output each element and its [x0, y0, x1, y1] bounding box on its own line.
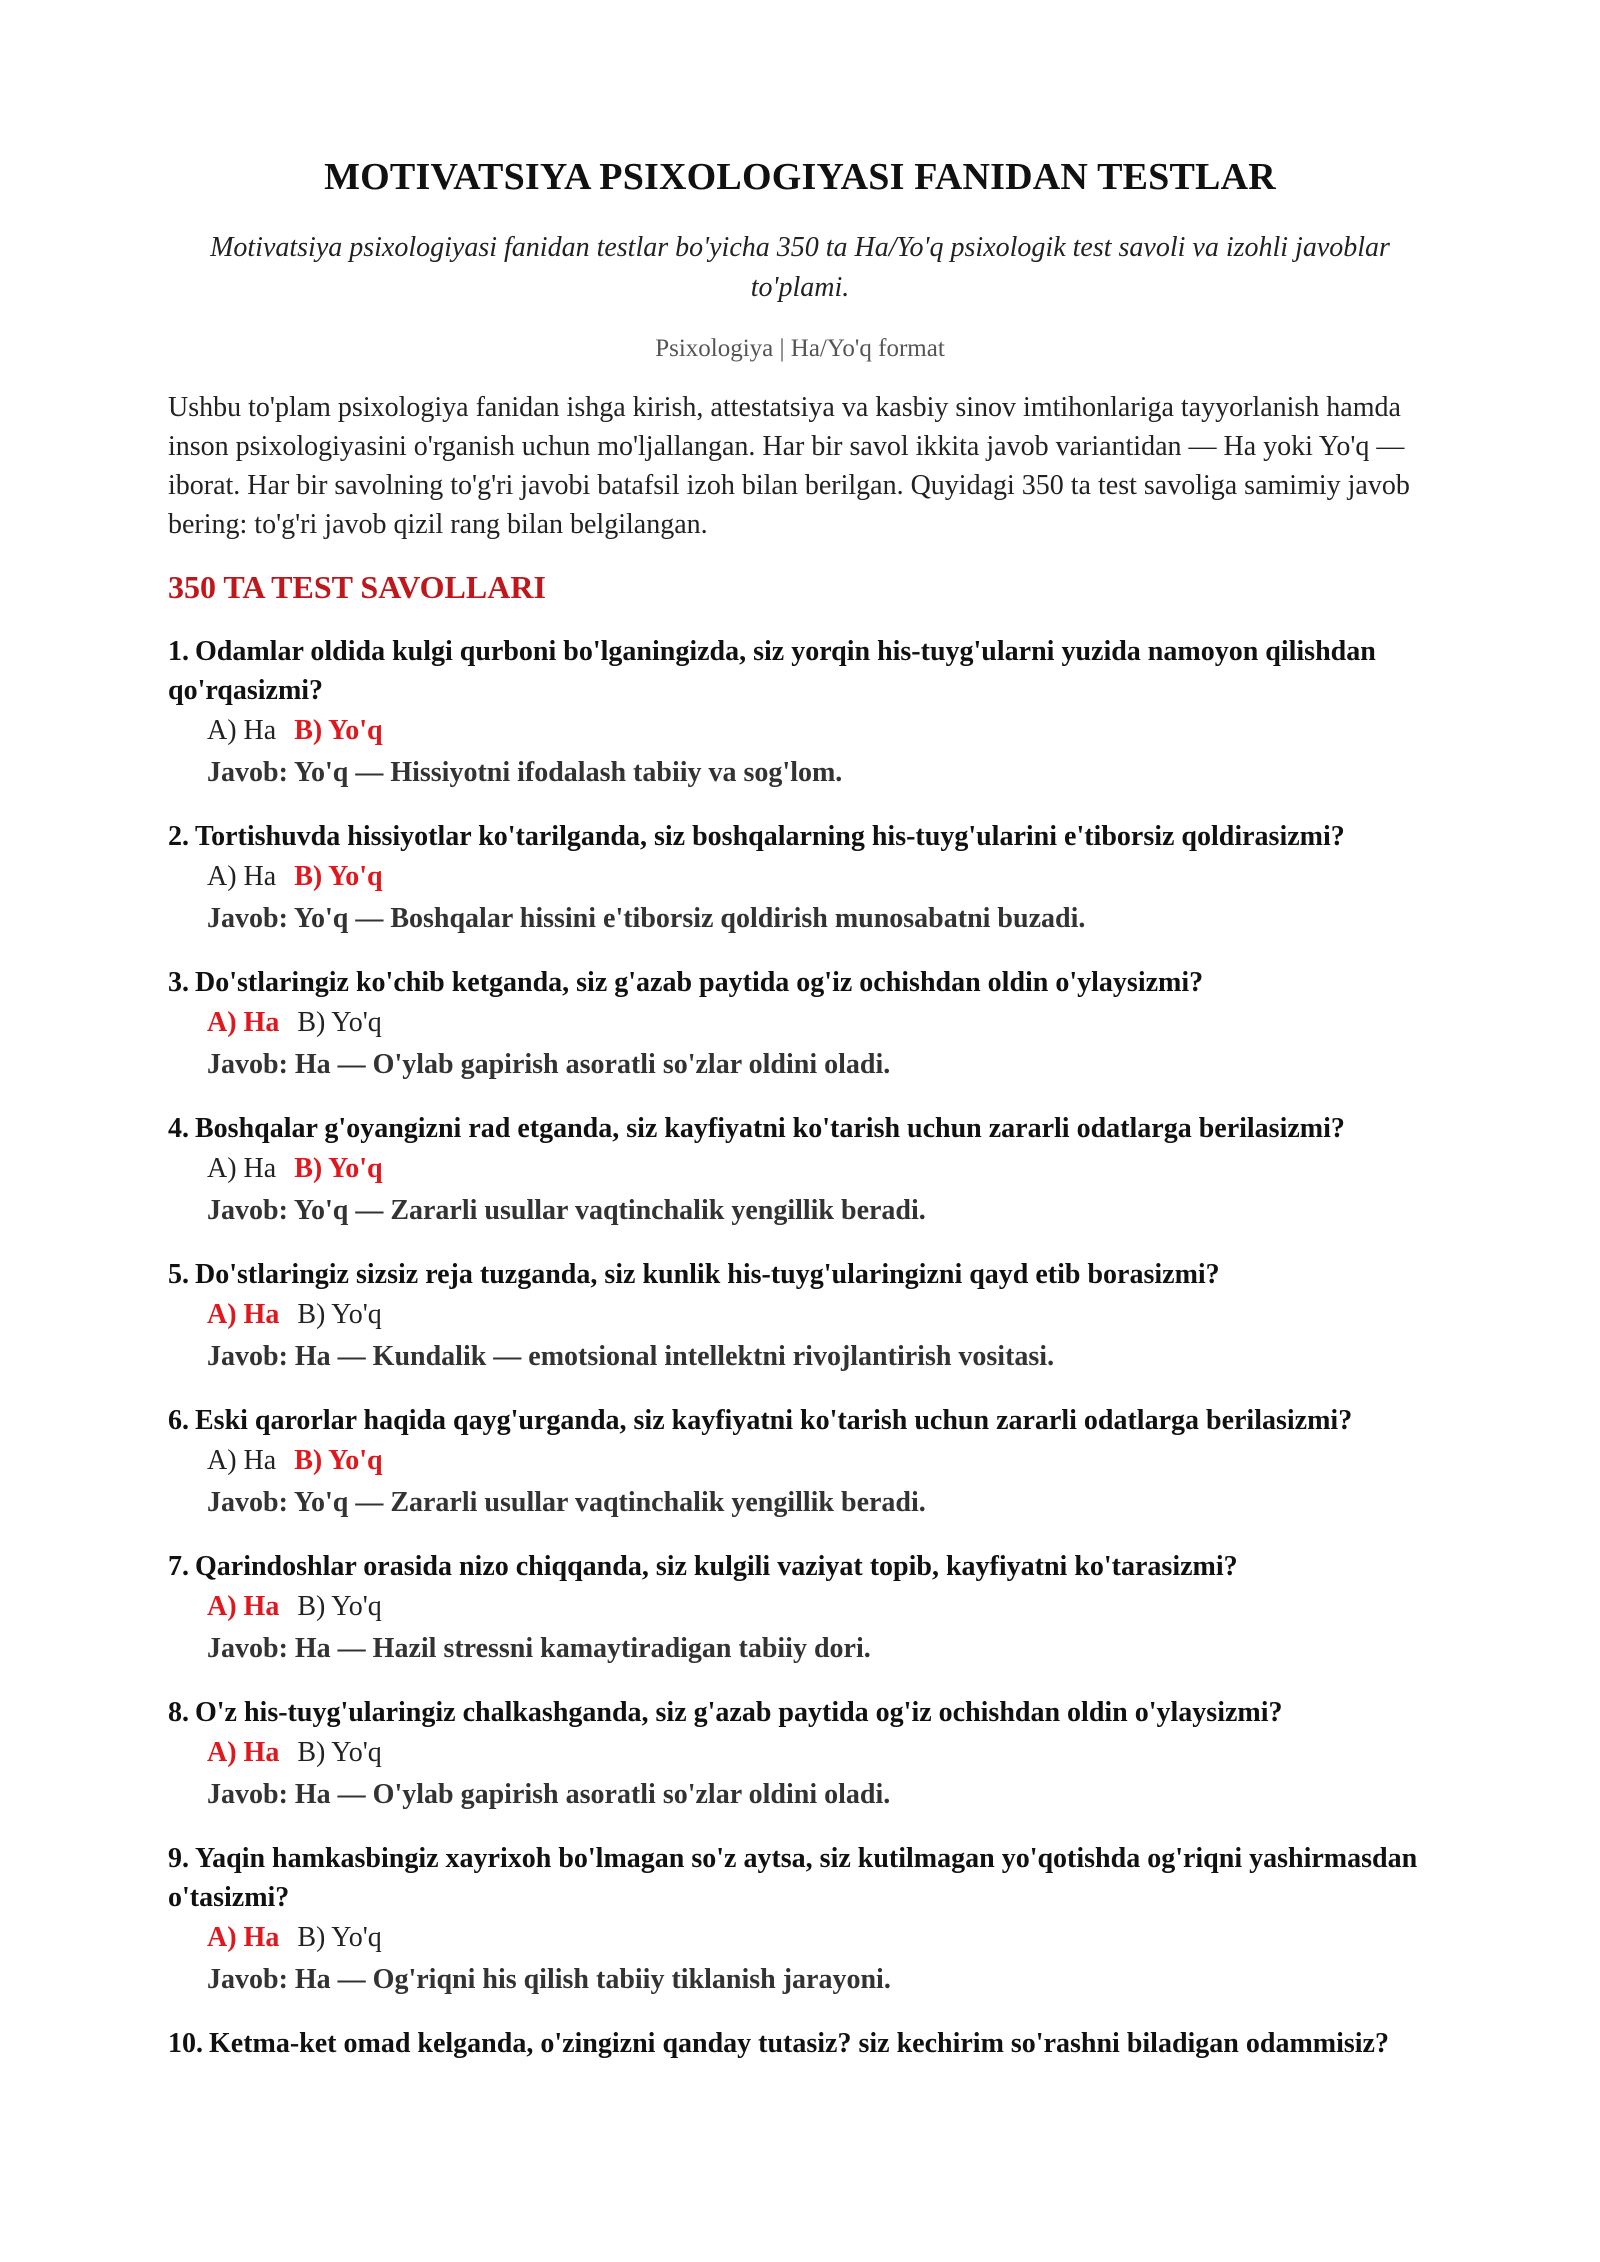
option-b[interactable]: B) Yo'q — [297, 1922, 382, 1953]
question-item — [168, 1401, 1432, 1524]
answer-explanation: Javob: Ha — O'ylab gapirish asoratli so'zlar oldini oladi. — [207, 1049, 891, 1080]
question-item — [168, 632, 1432, 794]
answer-explanation: Javob: Ha — O'ylab gapirish asoratli so'zlar oldini oladi. — [207, 1779, 891, 1810]
answer-explanation: Javob: Yo'q — Zararli usullar vaqtinchalik yengillik beradi. — [207, 1487, 926, 1518]
question-body: Boshqalar g'oyangizni rad etganda, siz kayfiyatni ko'tarish uchun zararli odatlarga berilasizmi? — [195, 1113, 1345, 1144]
question-item — [168, 817, 1432, 940]
question-number: 4. — [168, 1113, 189, 1144]
question-number: 6. — [168, 1405, 189, 1436]
question-item — [168, 1109, 1432, 1232]
document-subtitle: Motivatsiya psixologiyasi fanidan testlar bo'yicha 350 ta Ha/Yo'q psixologik test savoli va izohli javoblar to'plami. — [210, 232, 1390, 303]
option-a[interactable]: A) Ha — [207, 1445, 277, 1476]
question-item — [168, 1255, 1432, 1378]
answer-options — [168, 1294, 1432, 1336]
option-a[interactable]: A) Ha — [207, 1922, 280, 1953]
option-a[interactable]: A) Ha — [207, 1737, 280, 1768]
answer-explanation: Javob: Yo'q — Zararli usullar vaqtinchalik yengillik beradi. — [207, 1195, 926, 1226]
option-a[interactable]: A) Ha — [207, 861, 277, 892]
answer-options — [168, 1917, 1432, 1959]
option-a[interactable]: A) Ha — [207, 715, 277, 746]
question-text — [168, 1109, 1432, 1148]
question-number: 2. — [168, 821, 189, 852]
question-text — [168, 1401, 1432, 1440]
option-b[interactable]: B) Yo'q — [297, 1591, 382, 1622]
question-number: 10. — [168, 2028, 203, 2059]
question-body: O'z his-tuyg'ularingiz chalkashganda, siz g'azab paytida og'iz ochishdan oldin o'ylaysizmi? — [195, 1697, 1283, 1728]
question-item — [168, 963, 1432, 1086]
question-body: Do'stlaringiz sizsiz reja tuzganda, siz kunlik his-tuyg'ularingizni qayd etib borasizmi? — [195, 1259, 1220, 1290]
option-b[interactable]: B) Yo'q — [297, 1299, 382, 1330]
answer-explanation: Javob: Ha — Hazil stressni kamaytiradigan tabiiy dori. — [207, 1633, 871, 1664]
document-title: MOTIVATSIYA PSIXOLOGIYASI FANIDAN TESTLAR — [324, 156, 1276, 198]
option-a[interactable]: A) Ha — [207, 1153, 277, 1184]
intro-paragraph: Ushbu to'plam psixologiya fanidan ishga kirish, attestatsiya va kasbiy sinov imtihonlariga tayyorlanish hamda inson psixologiyasini o'rganish uchun mo'ljallangan. Har bir savol ikkita javob variantidan — Ha yoki Yo'q — iborat. Har bir savolning to'g'ri javobi batafsil izoh bilan berilgan. Quyidagi 350 ta test savoliga samimiy javob bering: to'g'ri javob qizil rang bilan belgilangan. — [168, 392, 1410, 540]
question-body: Yaqin hamkasbingiz xayrixoh bo'lmagan so'z aytsa, siz kutilmagan yo'qotishda og'riqni yashirmasdan o'tasizmi? — [168, 1843, 1418, 1913]
answer-options — [168, 1002, 1432, 1044]
option-b[interactable]: B) Yo'q — [294, 861, 383, 892]
question-text — [168, 1839, 1432, 1917]
option-b[interactable]: B) Yo'q — [294, 715, 383, 746]
answer-options — [168, 1148, 1432, 1190]
question-item — [168, 2024, 1432, 2063]
question-text — [168, 1255, 1432, 1294]
answer-options — [168, 1440, 1432, 1482]
question-number: 1. — [168, 636, 189, 667]
question-body: Do'stlaringiz ko'chib ketganda, siz g'azab paytida og'iz ochishdan oldin o'ylaysizmi? — [195, 967, 1204, 998]
question-item — [168, 1693, 1432, 1816]
option-b[interactable]: B) Yo'q — [294, 1153, 383, 1184]
answer-explanation: Javob: Ha — Og'riqni his qilish tabiiy tiklanish jarayoni. — [207, 1964, 891, 1995]
question-body: Ketma-ket omad kelganda, o'zingizni qanday tutasiz? siz kechirim so'rashni biladigan odammisiz? — [209, 2028, 1389, 2059]
answer-explanation: Javob: Ha — Kundalik — emotsional intellektni rivojlantirish vositasi. — [207, 1341, 1055, 1372]
answer-options — [168, 1732, 1432, 1774]
section-heading: 350 TA TEST SAVOLLARI — [168, 569, 546, 605]
option-b[interactable]: B) Yo'q — [297, 1007, 382, 1038]
option-a[interactable]: A) Ha — [207, 1007, 280, 1038]
question-number: 5. — [168, 1259, 189, 1290]
answer-options — [168, 1586, 1432, 1628]
question-text — [168, 817, 1432, 856]
option-b[interactable]: B) Yo'q — [294, 1445, 383, 1476]
answer-explanation: Javob: Yo'q — Hissiyotni ifodalash tabiiy va sog'lom. — [207, 757, 843, 788]
question-body: Tortishuvda hissiyotlar ko'tarilganda, siz boshqalarning his-tuyg'ularini e'tiborsiz qoldirasizmi? — [195, 821, 1345, 852]
question-item — [168, 1547, 1432, 1670]
question-body: Eski qarorlar haqida qayg'urganda, siz kayfiyatni ko'tarish uchun zararli odatlarga berilasizmi? — [195, 1405, 1353, 1436]
question-list — [168, 632, 1432, 2063]
question-text — [168, 1547, 1432, 1586]
question-text — [168, 632, 1432, 710]
document-meta: Psixologiya | Ha/Yo'q format — [655, 335, 945, 362]
question-body: Qarindoshlar orasida nizo chiqqanda, siz kulgili vaziyat topib, kayfiyatni ko'tarasizmi? — [195, 1551, 1238, 1582]
question-body: Odamlar oldida kulgi qurboni bo'lganingizda, siz yorqin his-tuyg'ularni yuzida namoyon qilishdan qo'rqasizmi? — [168, 636, 1376, 706]
question-text — [168, 963, 1432, 1002]
question-number: 8. — [168, 1697, 189, 1728]
option-a[interactable]: A) Ha — [207, 1591, 280, 1622]
question-number: 9. — [168, 1843, 189, 1874]
question-item — [168, 1839, 1432, 2001]
answer-options — [168, 710, 1432, 752]
answer-explanation: Javob: Yo'q — Boshqalar hissini e'tiborsiz qoldirish munosabatni buzadi. — [207, 903, 1086, 934]
question-number: 3. — [168, 967, 189, 998]
question-number: 7. — [168, 1551, 189, 1582]
option-b[interactable]: B) Yo'q — [297, 1737, 382, 1768]
answer-options — [168, 856, 1432, 898]
option-a[interactable]: A) Ha — [207, 1299, 280, 1330]
question-text — [168, 1693, 1432, 1732]
question-text — [168, 2024, 1432, 2063]
